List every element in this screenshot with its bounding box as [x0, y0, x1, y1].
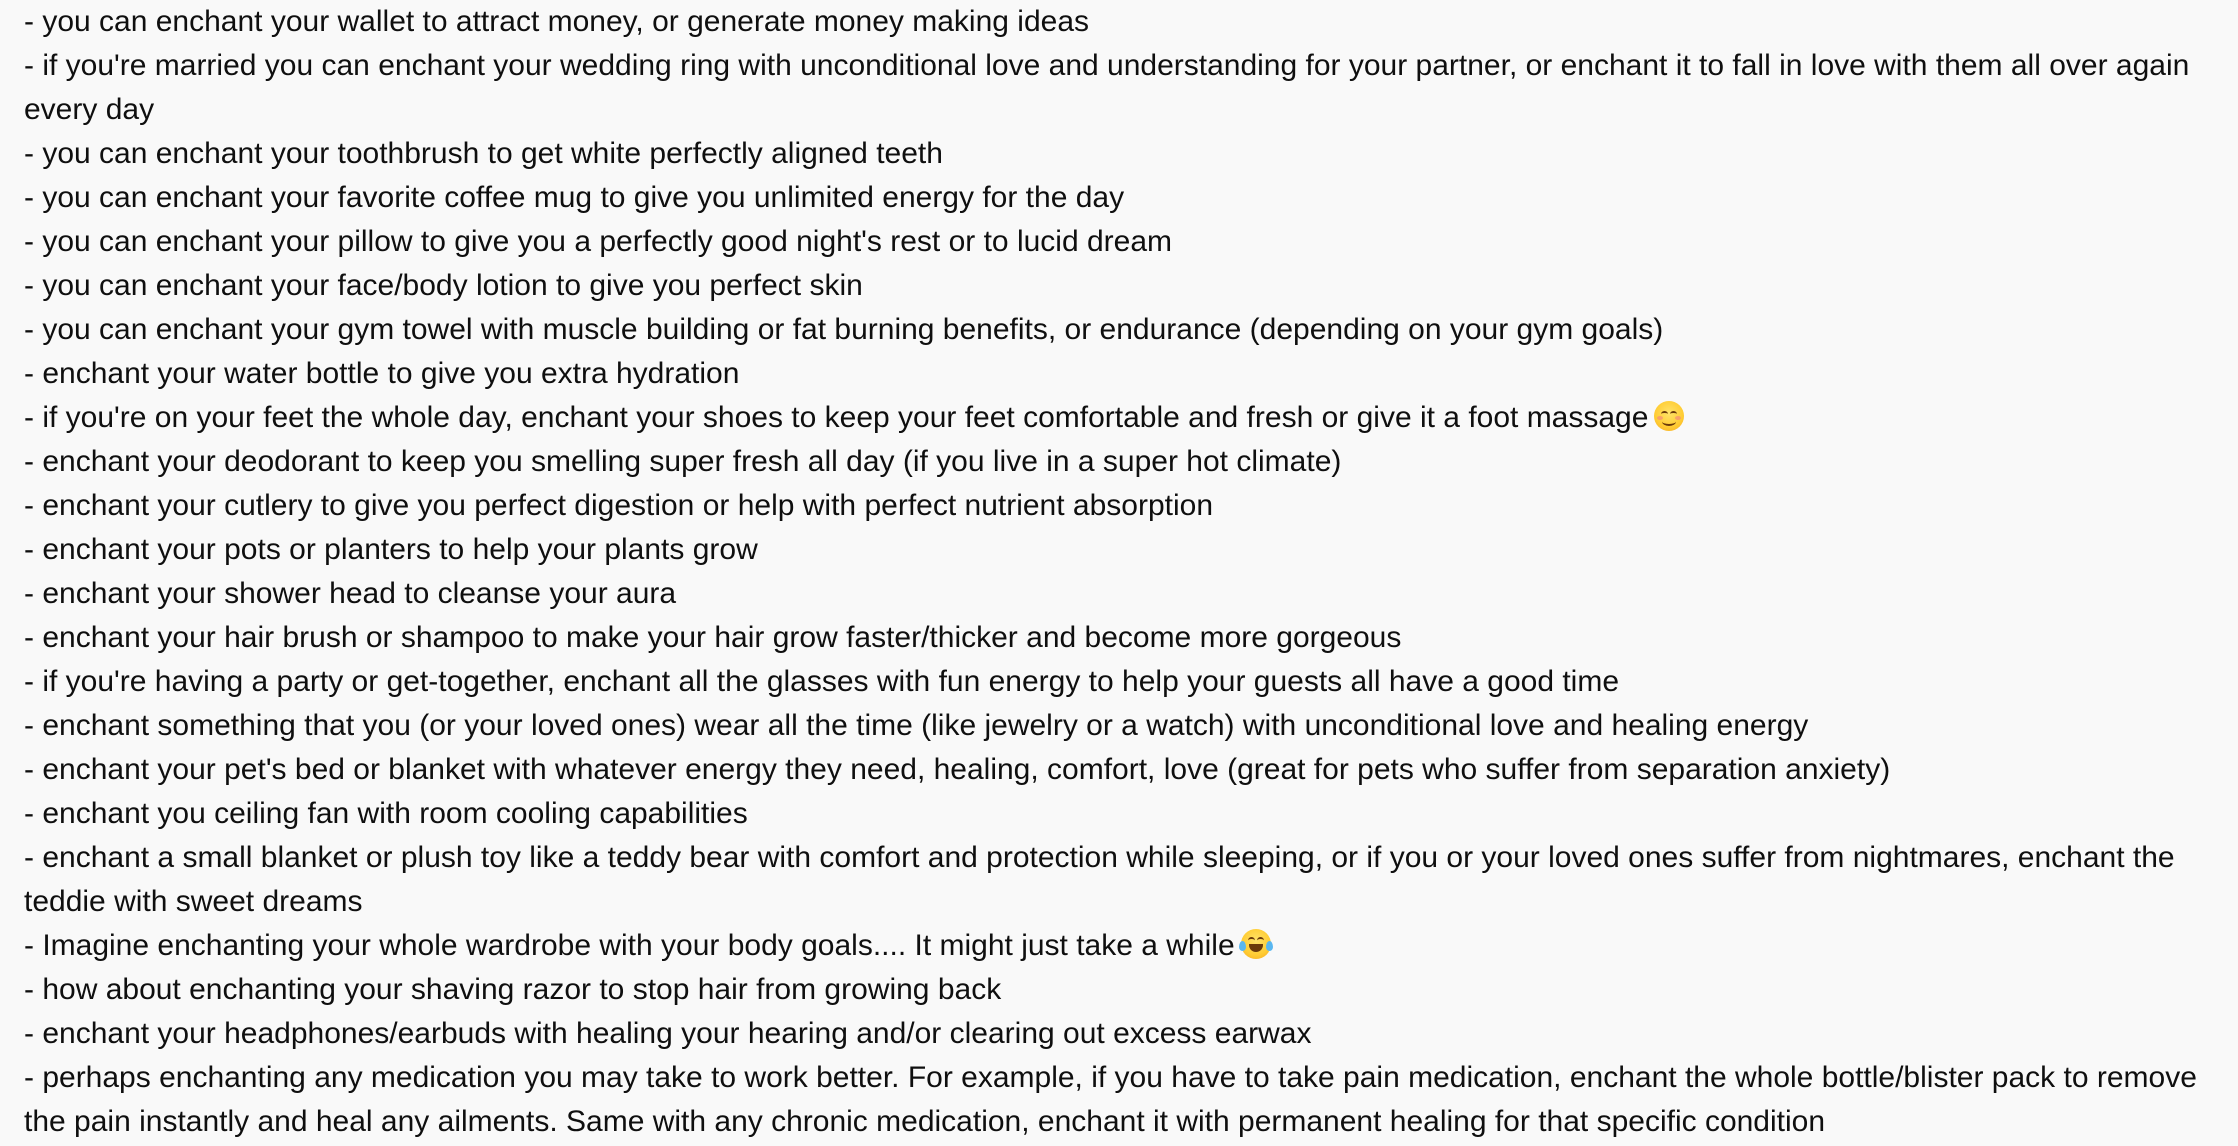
comment-line-planters: - enchant your pots or planters to help your plants grow	[24, 533, 758, 566]
comment-line-lotion: - you can enchant your face/body lotion to give you perfect skin	[24, 269, 863, 302]
comment-line-gym-towel: - you can enchant your gym towel with muscle building or fat burning benefits, or endurance (depending on your gym goals)	[24, 313, 1664, 346]
smiling-face-icon	[1654, 401, 1684, 431]
comment-line-wardrobe	[24, 924, 2238, 968]
comment-line-party-glasses: - if you're having a party or get-together, enchant all the glasses with fun energy to help your guests all have a good time	[24, 665, 1620, 698]
comment-line-jewelry: - enchant something that you (or your loved ones) wear all the time (like jewelry or a watch) with unconditional love and healing energy	[24, 709, 1809, 742]
comment-line-teddy-bear: - enchant a small blanket or plush toy like a teddy bear with comfort and protection while sleeping, or if you or your loved ones suffer from nightmares, enchant the teddie with sweet dreams	[24, 841, 2175, 918]
comment-line-razor: - how about enchanting your shaving razor to stop hair from growing back	[24, 973, 1002, 1006]
comment-line-water-bottle: - enchant your water bottle to give you extra hydration	[24, 357, 740, 390]
comment-line-shoes-text: - if you're on your feet the whole day, enchant your shoes to keep your feet comfortable and fresh or give it a foot massage	[24, 401, 1649, 434]
comment-line-pet-bed: - enchant your pet's bed or blanket with whatever energy they need, healing, comfort, love (great for pets who suffer from separation anxiety)	[24, 753, 1891, 786]
comment-line-deodorant: - enchant your deodorant to keep you smelling super fresh all day (if you live in a super hot climate)	[24, 445, 1342, 478]
comment-line-coffee-mug: - you can enchant your favorite coffee mug to give you unlimited energy for the day	[24, 181, 1125, 214]
tears-of-joy-icon	[1241, 929, 1271, 959]
comment-line-shower-head: - enchant your shower head to cleanse your aura	[24, 577, 677, 610]
comment-line-cutlery: - enchant your cutlery to give you perfect digestion or help with perfect nutrient absorption	[24, 489, 1213, 522]
comment-line-hair-brush: - enchant your hair brush or shampoo to make your hair grow faster/thicker and become more gorgeous	[24, 621, 1402, 654]
comment-line-toothbrush: - you can enchant your toothbrush to get white perfectly aligned teeth	[24, 137, 943, 170]
comment-line-wallet: - you can enchant your wallet to attract money, or generate money making ideas	[24, 5, 1090, 38]
comment-line-headphones: - enchant your headphones/earbuds with healing your hearing and/or clearing out excess earwax	[24, 1017, 1312, 1050]
comment-line-pillow: - you can enchant your pillow to give you a perfectly good night's rest or to lucid dream	[24, 225, 1173, 258]
comment-line-medication: - perhaps enchanting any medication you may take to work better. For example, if you have to take pain medication, enchant the whole bottle/blister pack to remove the pain instantly and heal any ailments. Same with any chronic medication, enchant it with permanent healing for that specific condition	[24, 1061, 2197, 1138]
comment-line-shoes	[24, 396, 2238, 440]
comment-line-ceiling-fan: - enchant you ceiling fan with room cooling capabilities	[24, 797, 748, 830]
comment-line-wardrobe-text: - Imagine enchanting your whole wardrobe with your body goals.... It might just take a while	[24, 929, 1235, 962]
comment-line-wedding-ring: - if you're married you can enchant your wedding ring with unconditional love and understanding for your partner, or enchant it to fall in love with them all over again every day	[24, 49, 2190, 126]
